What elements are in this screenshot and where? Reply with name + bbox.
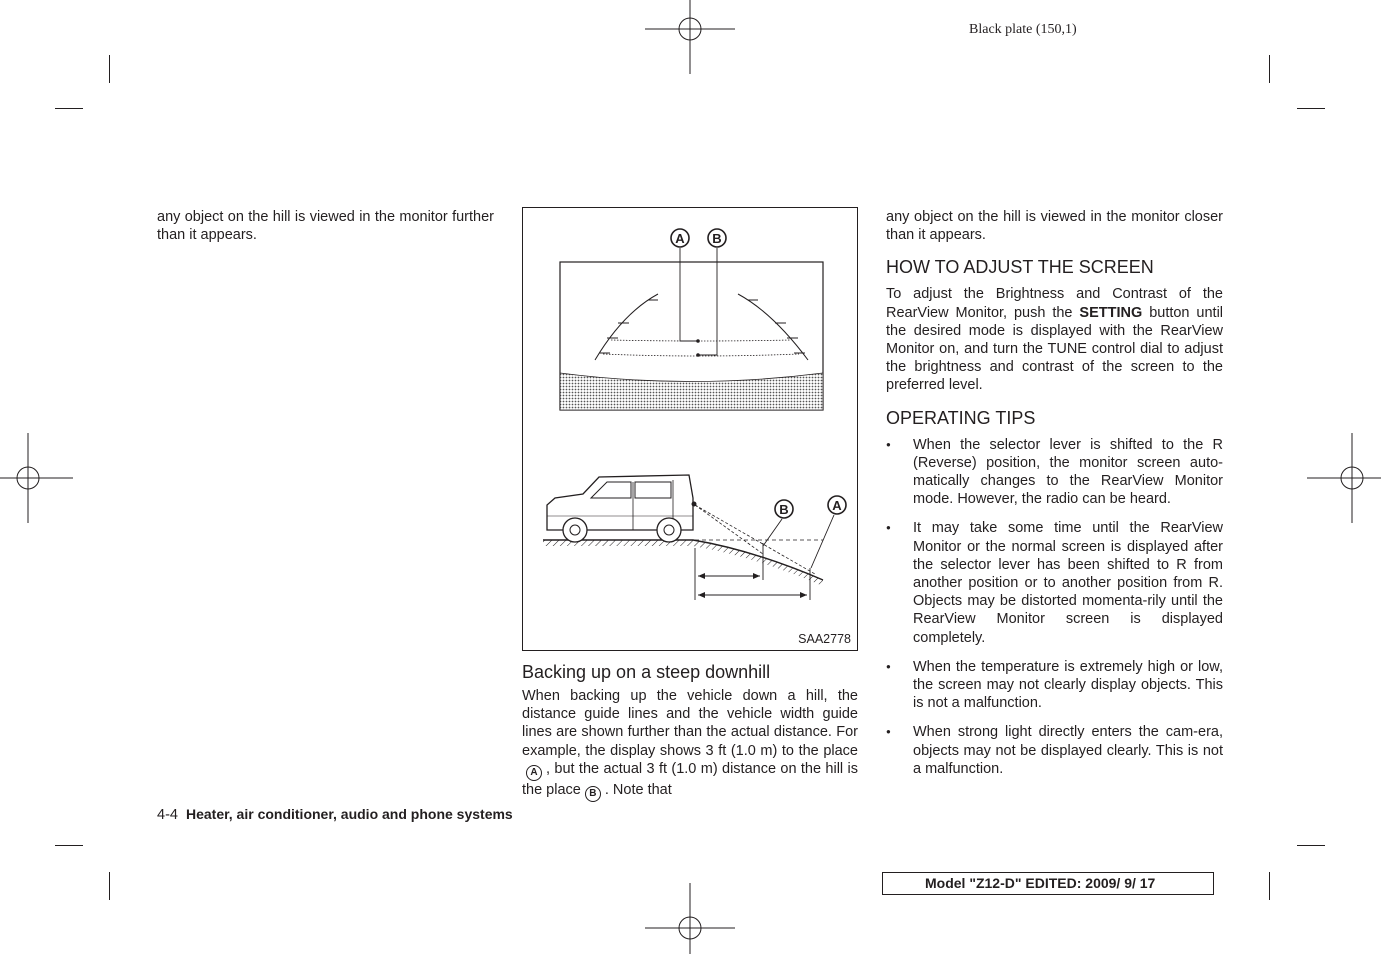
column-middle	[522, 661, 858, 802]
crop-mark	[1269, 55, 1270, 83]
adjust-text-2: button until the desired mode is displayed with the RearView Monitor on, and turn the TUNE control dial to adjust the brightness and contrast of the screen to the preferred level.	[886, 304, 1224, 394]
setting-button-name: SETTING	[1079, 304, 1143, 321]
adjust-paragraph	[886, 285, 1223, 394]
list-item: ● It may take some time until the RearView Monitor or the normal screen is displayed after the selector lever has been shifted to R from another position or to another position from R. Objects may be distorted momenta-rily until the RearView Monitor screen is displayed completely.	[886, 519, 1223, 646]
section-heading-tips: OPERATING TIPS	[886, 407, 1036, 428]
list-item: ● When the selector lever is shifted to the R (Reverse) position, the monitor screen auto-matically changes to the RearView Monitor mode. However, the radio can be heard.	[886, 436, 1223, 509]
adjust-text-1: To adjust the Brightness and Contrast of the RearView Monitor, push the	[886, 286, 1223, 321]
rearview-monitor-illustration	[522, 207, 858, 651]
section-heading-downhill: Backing up on a steep downhill	[522, 662, 771, 682]
column-right	[886, 208, 1223, 789]
page-footer	[157, 806, 513, 823]
downhill-text-3: . Note that	[604, 781, 672, 798]
marker-b-side: B	[779, 502, 789, 517]
tips-list	[886, 436, 1223, 778]
page-number: 4-4	[157, 807, 178, 823]
marker-a-top: A	[675, 231, 685, 246]
plate-label: Black plate (150,1)	[969, 22, 1077, 37]
crop-mark	[55, 108, 83, 109]
marker-a-side: A	[832, 498, 842, 513]
figure-id: SAA2778	[798, 632, 851, 646]
registration-mark-right	[1307, 433, 1381, 523]
crop-mark	[1297, 845, 1325, 846]
model-edit-label: Model "Z12-D" EDITED: 2009/ 9/ 17	[882, 872, 1214, 895]
marker-b-inline: B	[585, 786, 601, 802]
marker-b-top: B	[712, 231, 722, 246]
section-title: Heater, air conditioner, audio and phone systems	[185, 806, 513, 822]
crop-mark	[109, 872, 110, 900]
list-item: ● When the temperature is extremely high or low, the screen may not clearly display objects. This is not a malfunction.	[886, 658, 1223, 713]
section-heading-adjust: HOW TO ADJUST THE SCREEN	[886, 257, 1154, 278]
marker-a-inline: A	[526, 765, 542, 781]
continuation-text-right: any object on the hill is viewed in the monitor closer than it appears.	[886, 209, 1223, 244]
continuation-text: any object on the hill is viewed in the monitor further than it appears.	[157, 209, 494, 244]
column-left	[157, 208, 494, 244]
list-item: ● When strong light directly enters the cam-era, objects may not be displayed clearly. This is not a malfunction.	[886, 723, 1223, 778]
downhill-text-2: , but the actual 3 ft (1.0 m) distance on the hill is the place	[522, 760, 858, 798]
downhill-paragraph	[522, 687, 858, 802]
downhill-text-1: When backing up the vehicle down a hill, the distance guide lines and the vehicle width guide lines are shown further than the actual distance. For example, the display shows 3 ft (1.0 m) to the place	[522, 688, 858, 759]
crop-mark	[1269, 872, 1270, 900]
crop-mark	[109, 55, 110, 83]
crop-mark	[1297, 108, 1325, 109]
registration-mark-left	[0, 433, 73, 523]
registration-mark-top	[645, 0, 735, 74]
registration-mark-bottom	[645, 883, 735, 954]
crop-mark	[55, 845, 83, 846]
illustration-graphic	[523, 208, 857, 650]
